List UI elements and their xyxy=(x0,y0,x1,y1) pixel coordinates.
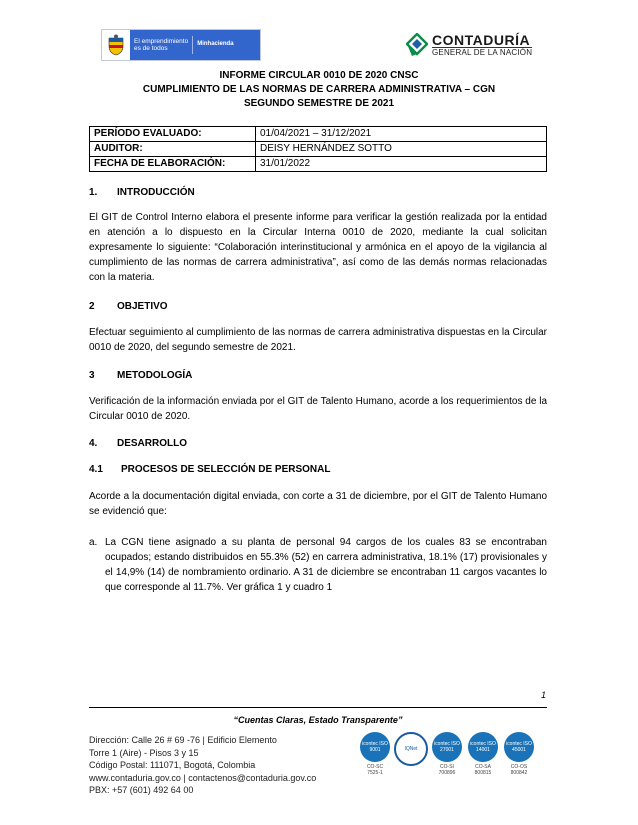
section-number: 2 xyxy=(89,301,95,312)
footer-divider xyxy=(89,707,547,708)
icontec-9001-icon: icontec ISO 9001 xyxy=(360,732,390,762)
section-heading-objetivo xyxy=(89,300,168,314)
certification-badge xyxy=(396,732,426,776)
brand-title: CONTADURÍA xyxy=(432,31,531,48)
section-heading-desarrollo xyxy=(89,437,187,451)
iqnet-icon: IQNet xyxy=(394,732,428,766)
list-item xyxy=(89,535,547,595)
cert-code: CO-SA 800815 xyxy=(474,764,492,776)
document-title-line3: SEGUNDO SEMESTRE DE 2021 xyxy=(243,98,395,109)
period-value: 01/04/2021 – 31/12/2021 xyxy=(256,127,547,142)
icontec-27001-icon: icontec ISO 27001 xyxy=(432,732,462,762)
date-value: 31/01/2022 xyxy=(256,157,547,172)
section-heading-procesos-seleccion xyxy=(89,463,330,477)
section-title: DESARROLLO xyxy=(117,438,187,449)
auditor-value: DEISY HERNÁNDEZ SOTTO xyxy=(256,142,547,157)
section-title: PROCESOS DE SELECCIÓN DE PERSONAL xyxy=(121,464,331,475)
footer-web-email: www.contaduria.gov.co | contactenos@contaduria.gov.co xyxy=(89,772,317,783)
section-title: METODOLOGÍA xyxy=(117,370,193,381)
government-header-badge xyxy=(101,29,261,61)
list-item-text: La CGN tiene asignado a su planta de personal 94 cargos de los cuales 83 se encontraban ocupados; estando distribuidos en 55.3% (52) en carrera administrativa, 18.1% (17) provisionales y el 14,9% (14) de nombramiento ordinario. A 31 de diciembre se encontraban 11 cargos vacantes lo que corresponde al 11.7%. Ver gráfica 1 y cuadro 1 xyxy=(105,537,547,593)
table-row xyxy=(90,157,547,172)
document-title-line2: CUMPLIMIENTO DE LAS NORMAS DE CARRERA ADMINISTRATIVA – CGN xyxy=(142,84,496,95)
section-heading-metodologia xyxy=(89,369,192,383)
section-number: 4. xyxy=(89,438,98,449)
header-divider xyxy=(192,36,193,54)
section-number: 4.1 xyxy=(89,464,103,475)
objetivo-paragraph: Efectuar seguimiento al cumplimiento de las normas de carrera administrativa dispuestas en la Circular 0010 de 2020, del segundo semestre de 2021. xyxy=(89,327,547,353)
section-number: 1. xyxy=(89,187,98,198)
certification-badge xyxy=(360,732,390,776)
section-title: OBJETIVO xyxy=(117,301,168,312)
procesos-seleccion-paragraph: Acorde a la documentación digital enviada, con corte a 31 de diciembre, por el GIT de Talento Humano se evidenció que: xyxy=(89,491,547,517)
section-number: 3 xyxy=(89,370,95,381)
cert-code: CO-SC 7525-1 xyxy=(366,764,384,776)
section-heading-introduccion xyxy=(89,186,195,200)
period-label: PERÍODO EVALUADO: xyxy=(90,127,256,142)
contaduria-logo-icon xyxy=(406,33,428,57)
ministry-name: Minhacienda xyxy=(197,41,234,48)
footer-slogan: “Cuentas Claras, Estado Transparente” xyxy=(233,715,403,725)
table-row xyxy=(90,142,547,157)
document-title-line1: INFORME CIRCULAR 0010 DE 2020 CNSC xyxy=(219,70,419,81)
list-item-marker: a. xyxy=(89,537,98,548)
certification-badge xyxy=(468,732,498,776)
government-slogan-line1: El emprendimiento xyxy=(134,37,189,45)
icontec-45001-icon: icontec ISO 45001 xyxy=(504,732,534,762)
government-slogan-line2: es de todos xyxy=(134,45,168,52)
table-row xyxy=(90,127,547,142)
certification-logos xyxy=(360,732,534,776)
introduccion-paragraph: El GIT de Control Interno elabora el presente informe para verificar la gestión realizada por la entidad en atención a lo dispuesto en la Circular Interna 0010 de 2020, mediante la cual solicitan expresamente lo siguiente: “Colaboración interinstitucional y armónica en el apoyo de la vigilancia al cumplimiento de las normas de carrera administrativa”, así como de las demás normas relacionadas con la materia. xyxy=(89,212,547,283)
contaduria-logo xyxy=(406,29,542,61)
icontec-14001-icon: icontec ISO 14001 xyxy=(468,732,498,762)
footer-contact-block xyxy=(89,734,316,797)
colombia-coat-of-arms-icon xyxy=(102,30,130,60)
auditor-label: AUDITOR: xyxy=(90,142,256,157)
footer-building: Torre 1 (Aire) - Pisos 3 y 15 xyxy=(89,747,199,758)
brand-subtitle: GENERAL DE LA NACIÓN xyxy=(432,47,533,57)
metodologia-paragraph: Verificación de la información enviada por el GIT de Talento Humano, acorde a los requerimientos de la Circular 0010 de 2020. xyxy=(89,396,547,422)
government-slogan-block xyxy=(130,30,260,60)
footer-postal-code: Código Postal: 111071, Bogotá, Colombia xyxy=(89,760,256,770)
date-label: FECHA DE ELABORACIÓN: xyxy=(90,157,256,172)
cert-code: CO-SI 700896 xyxy=(438,764,456,776)
section-title: INTRODUCCIÓN xyxy=(117,187,195,198)
certification-badge xyxy=(432,732,462,776)
cert-code: CO-OS 800842 xyxy=(510,764,528,776)
certification-badge xyxy=(504,732,534,776)
report-info-table xyxy=(89,126,547,172)
footer-phone: PBX: +57 (601) 492 64 00 xyxy=(89,785,194,795)
footer-address: Dirección: Calle 26 # 69 -76 | Edificio Elemento xyxy=(89,735,277,745)
page-number: 1 xyxy=(541,690,547,700)
